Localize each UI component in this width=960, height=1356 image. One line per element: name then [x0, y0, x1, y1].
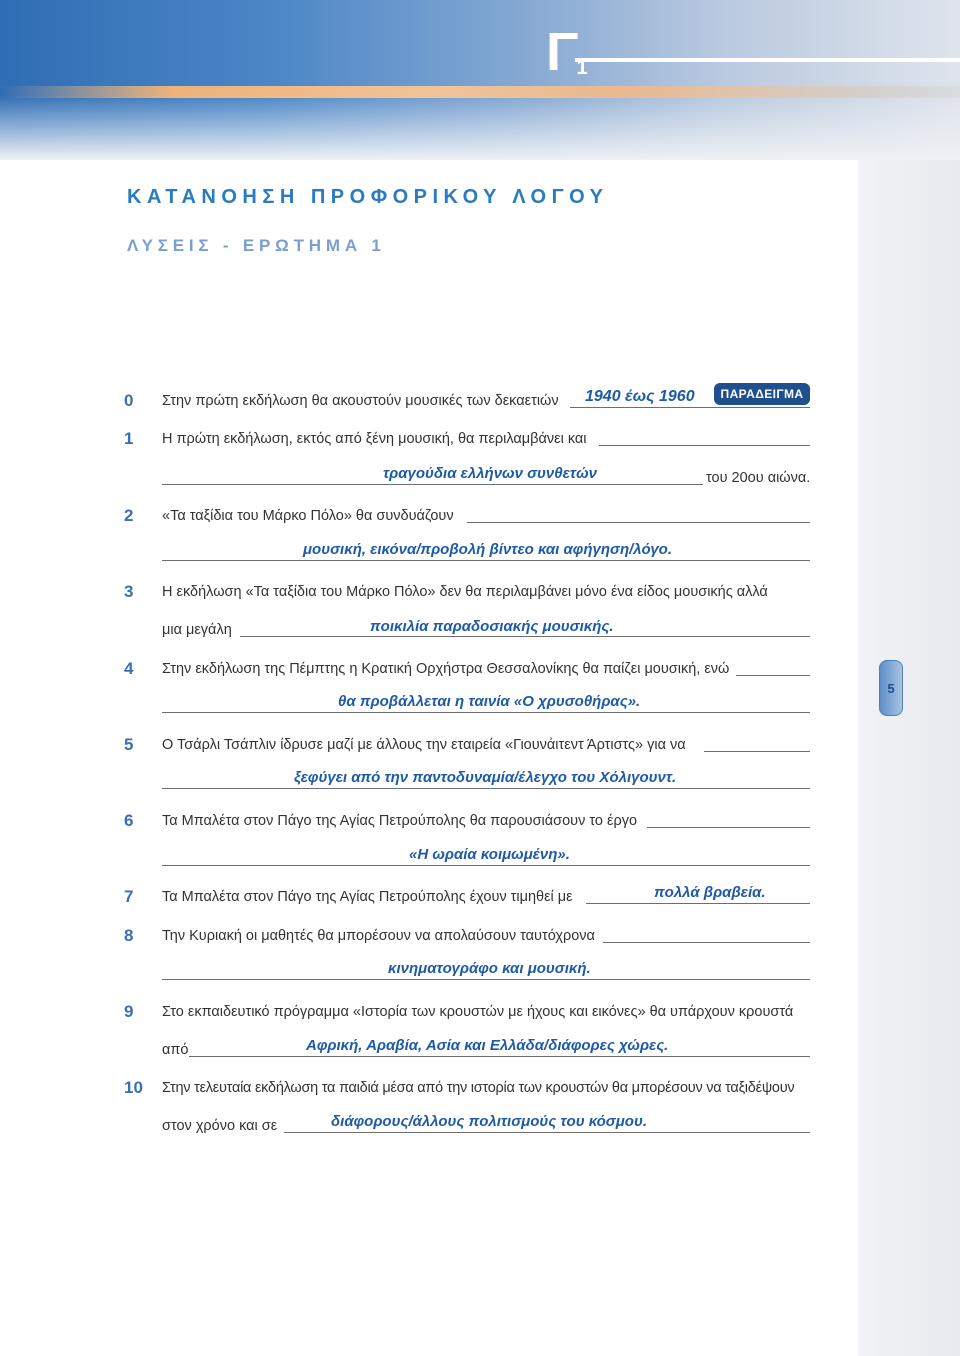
- question-number: 0: [124, 391, 134, 410]
- question-text-continued: στον χρόνο και σε: [162, 1118, 278, 1134]
- answer-line: [704, 751, 810, 752]
- answer-text: πολλά βραβεία.: [654, 884, 766, 901]
- question-number: 5: [124, 735, 134, 754]
- question-number: 1: [124, 429, 134, 448]
- header-white-stripe: [575, 58, 960, 62]
- question-number: 3: [124, 582, 134, 601]
- answer-line: [467, 522, 810, 523]
- question-number: 7: [124, 887, 134, 906]
- answer-line: [162, 560, 810, 561]
- chapter-letter: Γ: [546, 22, 579, 82]
- answer-text: ξεφύγει από την παντοδυναμία/έλεγχο του Χόλιγουντ.: [294, 769, 677, 786]
- question-number: 9: [124, 1002, 134, 1021]
- page-panel: [0, 160, 858, 1356]
- question-number: 10: [124, 1078, 143, 1097]
- question-number: 8: [124, 926, 134, 945]
- answer-text: τραγούδια ελλήνων συνθετών: [383, 465, 597, 482]
- answer-line: [162, 484, 703, 485]
- chapter-number: 1: [576, 57, 588, 79]
- answer-line: [162, 865, 810, 866]
- answer-line: [162, 712, 810, 713]
- header-fade: [0, 95, 960, 160]
- answer-line: [599, 445, 810, 446]
- answer-line: [586, 903, 810, 904]
- answer-text: ποικιλία παραδοσιακής μουσικής.: [370, 618, 614, 635]
- answer-line: [284, 1132, 810, 1133]
- answer-line: [570, 407, 810, 408]
- question-text: Στο εκπαιδευτικό πρόγραμμα «Ιστορία των κρουστών με ήχους και εικόνες» θα υπάρχουν κρουστά: [162, 1004, 794, 1020]
- answer-line: [736, 675, 810, 676]
- question-text: Στην εκδήλωση της Πέμπτης η Κρατική Ορχήστρα Θεσσαλονίκης θα παίζει μουσική, ενώ: [162, 661, 730, 677]
- answer-text: μουσική, εικόνα/προβολή βίντεο και αφήγηση/λόγο.: [303, 541, 673, 558]
- answer-line: [603, 942, 810, 943]
- right-margin: [858, 160, 960, 1356]
- question-text: Τα Μπαλέτα στον Πάγο της Αγίας Πετρούπολης θα παρουσιάσουν το έργο: [162, 813, 638, 829]
- question-number: 6: [124, 811, 134, 830]
- question-text: Ο Τσάρλι Τσάπλιν ίδρυσε μαζί με άλλους την εταιρεία «Γιουνάιτεντ Άρτιστς» για να: [162, 737, 686, 753]
- answer-line: [162, 979, 810, 980]
- question-number: 2: [124, 506, 134, 525]
- question-text: Η πρώτη εκδήλωση, εκτός από ξένη μουσική, θα περιλαμβάνει και: [162, 431, 587, 447]
- question-text: «Τα ταξίδια του Μάρκο Πόλο» θα συνδυάζουν: [162, 508, 454, 524]
- answer-text: διάφορους/άλλους πολιτισμούς του κόσμου.: [331, 1113, 648, 1130]
- question-text: Τα Μπαλέτα στον Πάγο της Αγίας Πετρούπολης έχουν τιμηθεί με: [162, 889, 573, 905]
- question-text: Στην πρώτη εκδήλωση θα ακουστούν μουσικές των δεκαετιών: [162, 393, 559, 409]
- answer-line: [162, 788, 810, 789]
- question-text-continued: μια μεγάλη: [162, 622, 232, 638]
- question-number: 4: [124, 659, 134, 678]
- answer-text: κινηματογράφο και μουσική.: [388, 960, 591, 977]
- section-subtitle: ΛΥΣΕΙΣ - ΕΡΩΤΗΜΑ 1: [127, 236, 386, 255]
- chapter-mark: [546, 22, 588, 82]
- answer-text: Αφρική, Αραβία, Ασία και Ελλάδα/διάφορες χώρες.: [306, 1037, 669, 1054]
- answer-line: [647, 827, 810, 828]
- question-text-continued: από: [162, 1042, 189, 1058]
- question-text: Η εκδήλωση «Τα ταξίδια του Μάρκο Πόλο» δεν θα περιλαμβάνει μόνο ένα είδος μουσικής αλλά: [162, 584, 768, 600]
- section-title: ΚΑΤΑΝΟΗΣΗ ΠΡΟΦΟΡΙΚΟΥ ΛΟΓΟΥ: [127, 186, 609, 208]
- answer-line: [240, 636, 810, 637]
- page-number-tab: 5: [879, 660, 903, 716]
- example-badge: ΠΑΡΑΔΕΙΓΜΑ: [714, 383, 810, 405]
- answer-line: [189, 1056, 810, 1057]
- answer-text: 1940 έως 1960: [585, 388, 695, 405]
- question-suffix: του 20ου αιώνα.: [706, 470, 811, 486]
- answer-text: «Η ωραία κοιμωμένη».: [409, 846, 570, 863]
- question-text: Την Κυριακή οι μαθητές θα μπορέσουν να απολαύσουν ταυτόχρονα: [162, 928, 595, 944]
- answer-text: θα προβάλλεται η ταινία «Ο χρυσοθήρας».: [338, 693, 641, 710]
- question-text: Στην τελευταία εκδήλωση τα παιδιά μέσα από την ιστορία των κρουστών θα μπορέσουν να ταξιδέψουν: [162, 1080, 795, 1096]
